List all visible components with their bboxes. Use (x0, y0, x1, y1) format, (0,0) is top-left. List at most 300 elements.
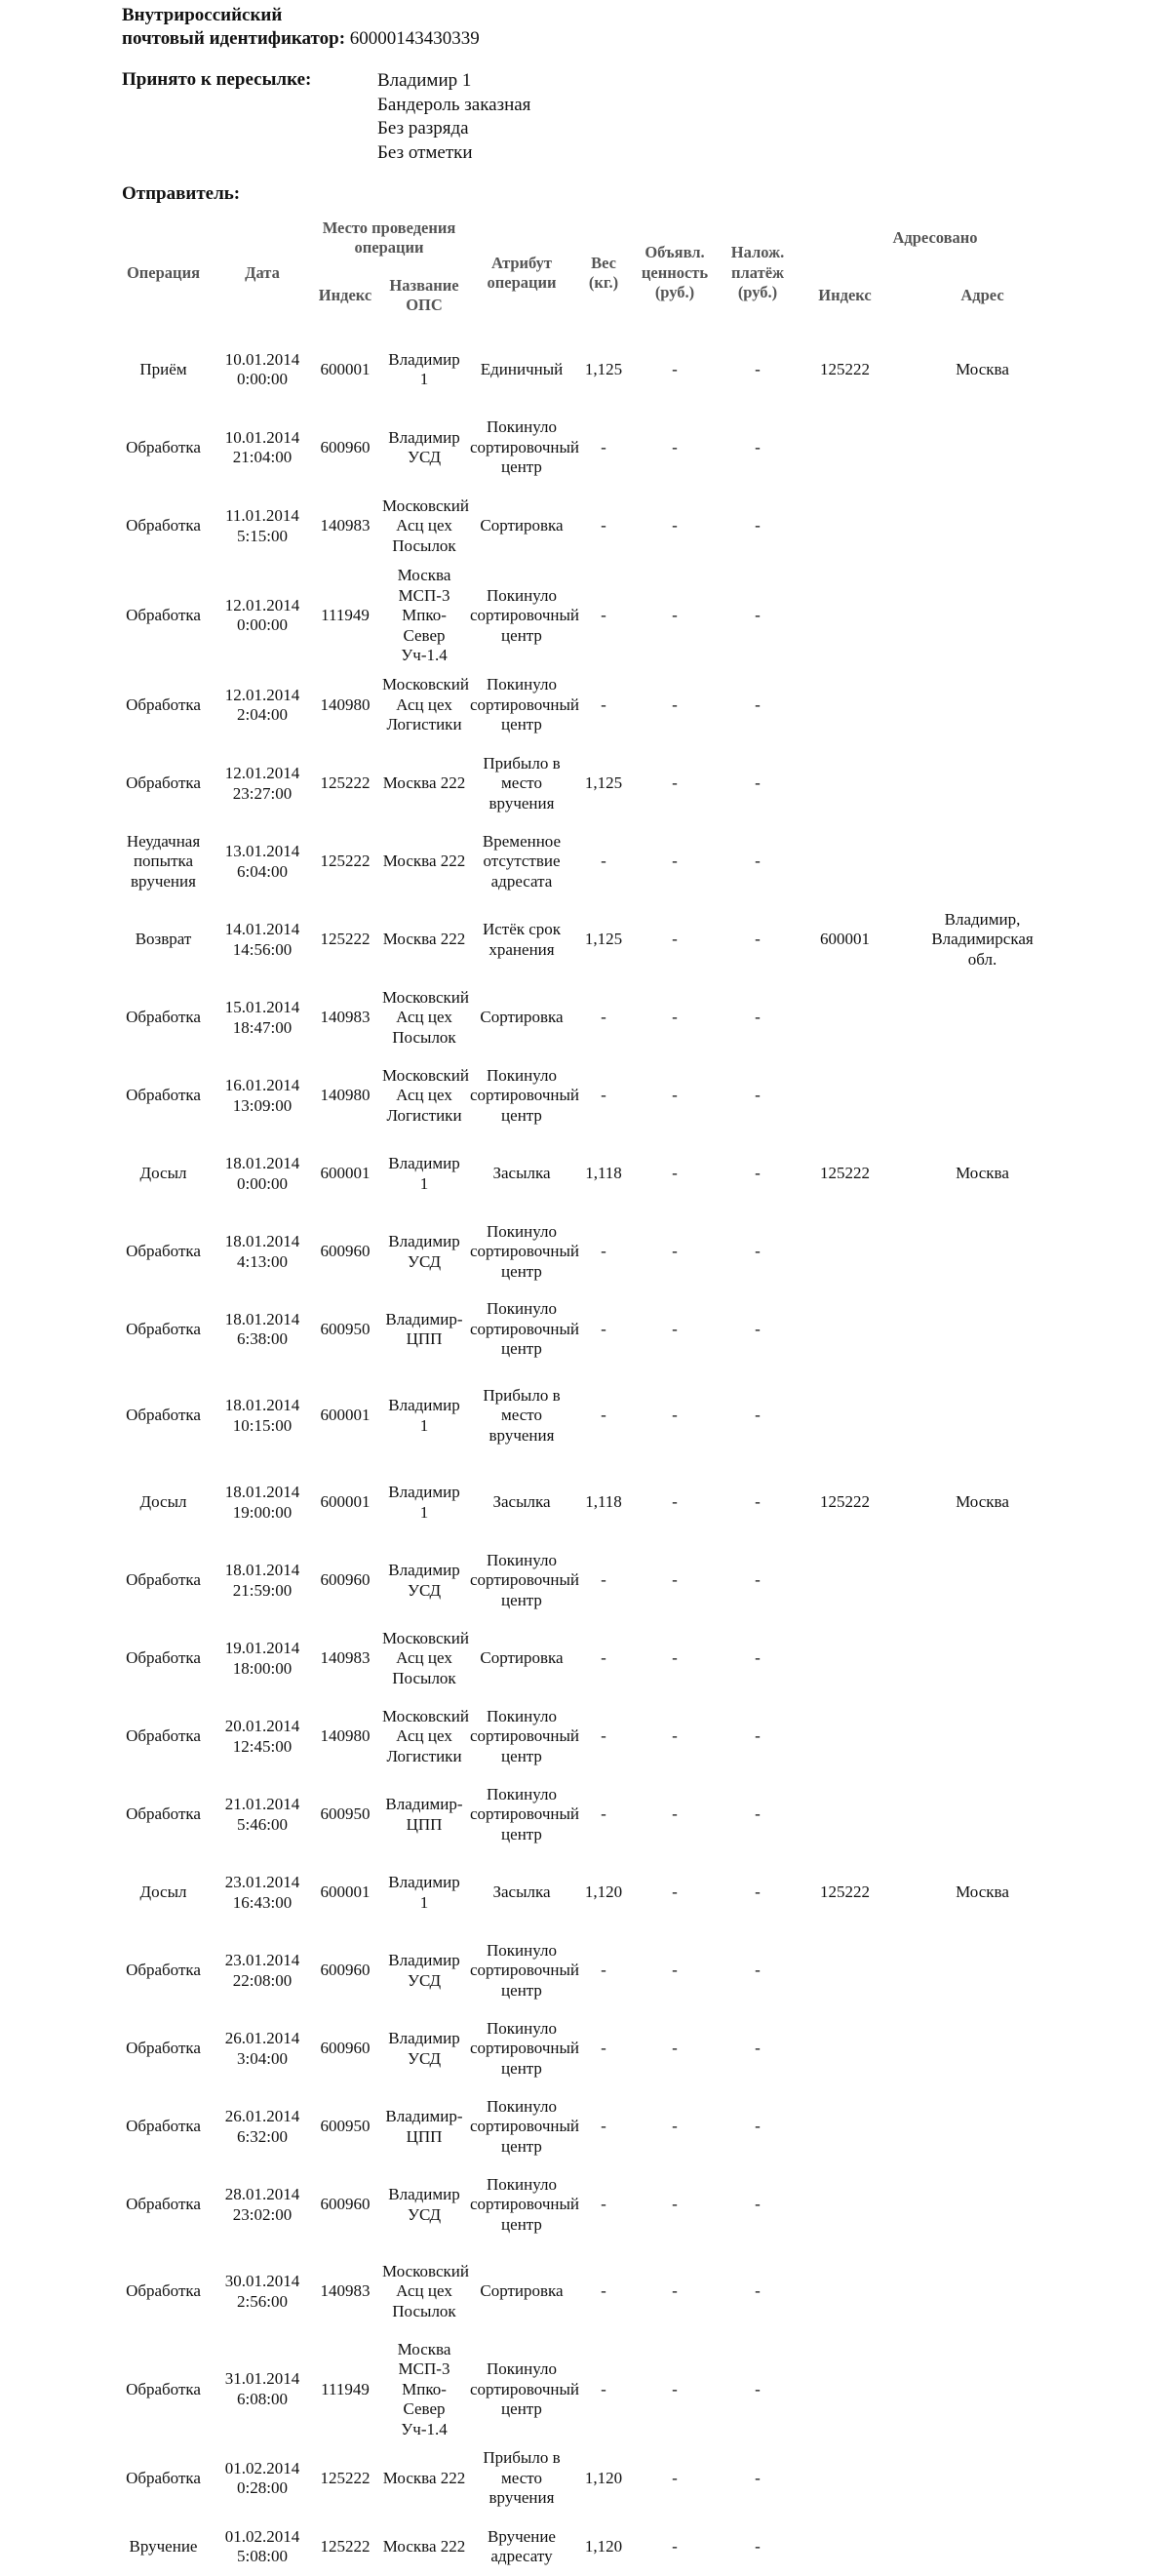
cell-attribute: Прибыло в место вручения (483, 1385, 561, 1445)
cell-addr-address (892, 2340, 1073, 2440)
cell-addr-address (892, 1057, 1073, 1135)
cell-place-index: 140980 (320, 1726, 371, 1746)
cell-operation: Обработка (126, 1406, 201, 1425)
cell-operation: Обработка (126, 2379, 201, 2398)
document-header (122, 4, 480, 51)
cell-operation: Обработка (126, 1726, 201, 1746)
cell-place-index: 600001 (320, 1406, 371, 1425)
tracking-id-label: почтовый идентификатор: (122, 28, 346, 49)
table-row (112, 745, 1073, 823)
cell-date: 26.01.2014 6:32:00 (224, 2107, 300, 2146)
cell-cod: - (755, 1882, 761, 1902)
cell-operation: Приём (139, 359, 187, 378)
cell-addr-index (798, 2517, 892, 2576)
cell-attribute: Покинуло сортировочный центр (470, 2018, 579, 2078)
cell-place-name: Владимир УСД (388, 1561, 460, 1600)
table-row (112, 2244, 1073, 2340)
table-row (112, 2517, 1073, 2576)
cell-place-index: 111949 (321, 2379, 370, 2398)
cell-place-index: 140980 (320, 694, 371, 714)
cell-addr-address (892, 1620, 1073, 1698)
cell-weight: - (601, 1570, 606, 1590)
cell-place-name: Владимир- ЦПП (385, 2107, 463, 2146)
cell-date: 01.02.2014 0:28:00 (224, 2458, 300, 2497)
cell-declared-value: - (672, 1164, 678, 1183)
cell-place-index: 600960 (320, 1961, 371, 1980)
cell-addr-address (892, 1542, 1073, 1620)
cell-addr-index: 125222 (820, 1492, 870, 1512)
table-row (112, 666, 1073, 745)
cell-operation: Обработка (126, 1804, 201, 1824)
cell-place-name: Москва 222 (382, 773, 466, 793)
cell-addr-index (798, 2010, 892, 2088)
cell-weight: 1,120 (584, 2468, 623, 2487)
cell-place-index: 600960 (320, 1242, 371, 1261)
cell-place-name: Москва 222 (382, 930, 466, 949)
cell-place-name: Владимир УСД (388, 2029, 460, 2068)
cell-weight: 1,120 (584, 2536, 623, 2556)
cell-addr-address (892, 2166, 1073, 2244)
cell-date: 12.01.2014 2:04:00 (224, 685, 300, 724)
cell-date: 23.01.2014 16:43:00 (224, 1873, 300, 1912)
cell-weight: - (601, 1086, 606, 1105)
cell-operation: Вручение (129, 2536, 198, 2556)
cell-place-name: Владимир 1 (388, 1154, 460, 1193)
cell-attribute: Покинуло сортировочный центр (470, 1299, 579, 1359)
cell-attribute: Сортировка (480, 1008, 564, 1027)
cell-addr-address (892, 823, 1073, 901)
accepted-line: Владимир 1 (377, 70, 472, 91)
cell-addr-index: 125222 (820, 1164, 870, 1183)
cell-addr-address (892, 745, 1073, 823)
cell-declared-value: - (672, 1086, 678, 1105)
cell-addr-index (798, 1213, 892, 1291)
cell-addr-address: Владимир, Владимирская обл. (931, 909, 1034, 969)
table-row (112, 1135, 1073, 1213)
cell-addr-index: 125222 (820, 1882, 870, 1902)
cell-place-index: 125222 (320, 773, 371, 793)
cell-place-index: 140980 (320, 1086, 371, 1105)
cell-declared-value: - (672, 2281, 678, 2301)
cell-cod: - (755, 2281, 761, 2301)
cell-weight: - (601, 516, 606, 535)
cell-operation: Досыл (139, 1164, 187, 1183)
cell-addr-address (892, 1698, 1073, 1776)
cell-weight: - (601, 1242, 606, 1261)
cell-operation: Обработка (126, 773, 201, 793)
cell-attribute: Покинуло сортировочный центр (470, 1706, 579, 1765)
cell-place-index: 600960 (320, 2039, 371, 2058)
col-declared-value: Объявл. ценность (руб.) (641, 243, 709, 302)
accepted-label: Принято к пересылке: (122, 69, 312, 90)
cell-attribute: Вручение адресату (488, 2526, 556, 2565)
cell-weight: - (601, 606, 606, 624)
cell-addr-address (892, 1776, 1073, 1854)
cell-cod: - (755, 2468, 761, 2487)
cell-date: 12.01.2014 23:27:00 (224, 764, 300, 803)
cell-addr-address: Москва (956, 359, 1009, 378)
cell-weight: - (601, 1319, 606, 1338)
cell-place-name: Московский Асц цех Логистики (382, 675, 469, 734)
col-place: Место проведения операции (322, 218, 456, 257)
cell-addr-address (892, 2517, 1073, 2576)
cell-place-name: Москва МСП-3 Мпко-Север Уч-1.4 (397, 566, 451, 664)
table-row (112, 901, 1073, 979)
cell-place-name: Владимир 1 (388, 1873, 460, 1912)
cell-declared-value: - (672, 359, 678, 378)
cell-operation: Обработка (126, 606, 201, 624)
cell-place-index: 600960 (320, 437, 371, 456)
cell-place-index: 125222 (320, 2536, 371, 2556)
cell-place-index: 600950 (320, 1804, 371, 1824)
cell-place-name: Москва 222 (382, 2468, 466, 2487)
cell-cod: - (755, 437, 761, 456)
cell-place-name: Владимир УСД (388, 2185, 460, 2224)
cell-date: 26.01.2014 3:04:00 (224, 2029, 300, 2068)
table-row (112, 1057, 1073, 1135)
cell-weight: 1,118 (585, 1164, 622, 1183)
cell-place-index: 125222 (320, 930, 371, 949)
cell-operation: Обработка (126, 1319, 201, 1338)
cell-addr-address (892, 979, 1073, 1057)
cell-cod: - (755, 1242, 761, 1261)
table-row (112, 2340, 1073, 2440)
cell-declared-value: - (672, 852, 678, 871)
cell-place-index: 125222 (320, 2468, 371, 2487)
cell-date: 18.01.2014 10:15:00 (224, 1396, 300, 1435)
cell-cod: - (755, 1804, 761, 1824)
cell-declared-value: - (672, 2536, 678, 2556)
cell-place-name: Московский Асц цех Посылок (382, 987, 469, 1047)
cell-weight: 1,118 (585, 1492, 622, 1512)
cell-place-index: 140983 (320, 516, 371, 535)
cell-operation: Обработка (126, 1008, 201, 1027)
cell-operation: Обработка (126, 2117, 201, 2136)
cell-addr-address (892, 2439, 1073, 2517)
cell-addr-address (892, 487, 1073, 566)
cell-attribute: Покинуло сортировочный центр (470, 1065, 579, 1125)
cell-weight: - (601, 2281, 606, 2301)
table-row (112, 979, 1073, 1057)
cell-declared-value: - (672, 1406, 678, 1425)
col-addr-address: Адрес (960, 285, 1004, 304)
cell-addr-index (798, 566, 892, 666)
cell-attribute: Покинуло сортировочный центр (470, 1221, 579, 1281)
cell-place-name: Владимир 1 (388, 349, 460, 388)
cell-cod: - (755, 359, 761, 378)
cell-cod: - (755, 852, 761, 871)
cell-attribute: Единичный (480, 359, 564, 378)
cell-cod: - (755, 2536, 761, 2556)
cell-date: 20.01.2014 12:45:00 (224, 1717, 300, 1756)
cell-addr-index (798, 2166, 892, 2244)
cell-place-name: Владимир УСД (388, 1232, 460, 1271)
cell-declared-value: - (672, 1648, 678, 1668)
col-attribute: Атрибут операции (487, 253, 557, 292)
header-line1: Внутрироссийский (122, 5, 283, 25)
table-row (112, 823, 1073, 901)
cell-operation: Обработка (126, 2468, 201, 2487)
cell-place-index: 600001 (320, 1492, 371, 1512)
col-place-name: Название ОПС (389, 275, 459, 314)
cell-place-name: Владимир- ЦПП (385, 1795, 463, 1834)
cell-declared-value: - (672, 930, 678, 949)
cell-place-name: Москва МСП-3 Мпко-Север Уч-1.4 (397, 2339, 451, 2438)
cell-addr-index (798, 1620, 892, 1698)
cell-attribute: Покинуло сортировочный центр (470, 417, 579, 477)
cell-operation: Обработка (126, 1570, 201, 1590)
cell-date: 18.01.2014 6:38:00 (224, 1309, 300, 1348)
cell-cod: - (755, 1086, 761, 1105)
cell-operation: Обработка (126, 1242, 201, 1261)
cell-attribute: Покинуло сортировочный центр (470, 1784, 579, 1843)
cell-weight: - (601, 2117, 606, 2136)
cell-addr-address (892, 2244, 1073, 2340)
cell-declared-value: - (672, 694, 678, 714)
cell-weight: 1,125 (584, 773, 623, 793)
cell-place-index: 140983 (320, 2281, 371, 2301)
cell-addr-address (892, 409, 1073, 487)
cell-addr-address (892, 566, 1073, 666)
cell-addr-index: 125222 (820, 359, 870, 378)
cell-declared-value: - (672, 606, 678, 624)
cell-place-index: 600960 (320, 1570, 371, 1590)
cell-date: 13.01.2014 6:04:00 (224, 842, 300, 881)
cell-weight: 1,120 (584, 1882, 623, 1902)
cell-place-index: 600950 (320, 1319, 371, 1338)
accepted-line: Бандероль заказная (377, 94, 531, 115)
cell-date: 12.01.2014 0:00:00 (224, 595, 300, 635)
cell-date: 16.01.2014 13:09:00 (224, 1076, 300, 1115)
cell-attribute: Временное отсутствие адресата (482, 831, 562, 891)
cell-weight: - (601, 2039, 606, 2058)
cell-attribute: Покинуло сортировочный центр (470, 675, 579, 734)
col-weight: Вес (кг.) (588, 253, 619, 292)
cell-attribute: Покинуло сортировочный центр (470, 2096, 579, 2156)
cell-weight: - (601, 694, 606, 714)
cell-place-name: Московский Асц цех Посылок (382, 2261, 469, 2320)
cell-operation: Обработка (126, 437, 201, 456)
cell-date: 01.02.2014 5:08:00 (224, 2526, 300, 2565)
cell-cod: - (755, 1319, 761, 1338)
cell-declared-value: - (672, 2117, 678, 2136)
table-row (112, 2166, 1073, 2244)
cell-declared-value: - (672, 1570, 678, 1590)
cell-attribute: Сортировка (480, 1648, 564, 1668)
cell-addr-index (798, 745, 892, 823)
cell-addr-index (798, 409, 892, 487)
cell-date: 18.01.2014 19:00:00 (224, 1483, 300, 1522)
cell-addr-address (892, 2088, 1073, 2166)
cell-operation: Досыл (139, 1492, 187, 1512)
cell-declared-value: - (672, 1726, 678, 1746)
table-row (112, 409, 1073, 487)
cell-attribute: Сортировка (480, 2281, 564, 2301)
cell-addr-index (798, 979, 892, 1057)
cell-place-index: 140983 (320, 1008, 371, 1027)
table-row (112, 1464, 1073, 1542)
cell-operation: Неудачная попытка вручения (126, 831, 201, 891)
operations-body (112, 331, 1073, 2576)
cell-addr-index (798, 1698, 892, 1776)
cell-attribute: Прибыло в место вручения (483, 2448, 561, 2508)
cell-place-index: 125222 (320, 852, 371, 871)
cell-attribute: Покинуло сортировочный центр (470, 1940, 579, 2000)
cell-attribute: Покинуло сортировочный центр (470, 2174, 579, 2234)
cell-cod: - (755, 930, 761, 949)
cell-date: 15.01.2014 18:47:00 (224, 998, 300, 1037)
cell-date: 18.01.2014 21:59:00 (224, 1561, 300, 1600)
table-row (112, 1776, 1073, 1854)
cell-operation: Обработка (126, 1961, 201, 1980)
cell-weight: - (601, 1648, 606, 1668)
table-row (112, 566, 1073, 666)
cell-operation: Обработка (126, 694, 201, 714)
cell-place-name: Московский Асц цех Логистики (382, 1706, 469, 1765)
cell-declared-value: - (672, 2039, 678, 2058)
cell-declared-value: - (672, 1492, 678, 1512)
cell-date: 14.01.2014 14:56:00 (224, 920, 300, 959)
cell-declared-value: - (672, 1804, 678, 1824)
cell-cod: - (755, 1406, 761, 1425)
cell-date: 10.01.2014 0:00:00 (224, 349, 300, 388)
cell-addr-index (798, 2439, 892, 2517)
cell-cod: - (755, 2039, 761, 2058)
col-place-index: Индекс (318, 285, 372, 304)
cell-operation: Обработка (126, 516, 201, 535)
cell-operation: Обработка (126, 1648, 201, 1668)
cell-addr-index (798, 1291, 892, 1368)
table-row (112, 1854, 1073, 1932)
cell-declared-value: - (672, 2379, 678, 2398)
cell-cod: - (755, 516, 761, 535)
table-row (112, 1698, 1073, 1776)
cell-attribute: Засылка (492, 1164, 551, 1183)
cell-addr-index (798, 666, 892, 745)
cell-operation: Обработка (126, 2195, 201, 2214)
cell-declared-value: - (672, 2468, 678, 2487)
cell-place-name: Владимир УСД (388, 427, 460, 466)
cell-weight: - (601, 2195, 606, 2214)
cell-weight: - (601, 1726, 606, 1746)
cell-addr-address: Москва (956, 1164, 1009, 1183)
table-row (112, 1213, 1073, 1291)
cell-addr-address (892, 1368, 1073, 1464)
cell-operation: Досыл (139, 1882, 187, 1902)
table-row (112, 2439, 1073, 2517)
cell-cod: - (755, 2195, 761, 2214)
cell-attribute: Засылка (492, 1882, 551, 1902)
cell-cod: - (755, 1961, 761, 1980)
cell-place-name: Москва 222 (382, 2536, 466, 2556)
cell-declared-value: - (672, 1008, 678, 1027)
cell-place-name: Московский Асц цех Посылок (382, 495, 469, 555)
cell-declared-value: - (672, 1961, 678, 1980)
cell-cod: - (755, 1492, 761, 1512)
cell-place-index: 140983 (320, 1648, 371, 1668)
cell-cod: - (755, 2117, 761, 2136)
cell-cod: - (755, 606, 761, 624)
table-row (112, 1542, 1073, 1620)
cell-addr-address (892, 1932, 1073, 2010)
cell-addr-address (892, 666, 1073, 745)
table-row (112, 487, 1073, 566)
cell-weight: 1,125 (584, 930, 623, 949)
cell-place-name: Владимир 1 (388, 1483, 460, 1522)
cell-date: 23.01.2014 22:08:00 (224, 1951, 300, 1990)
cell-addr-index (798, 2088, 892, 2166)
accepted-details (377, 69, 530, 165)
cell-weight: - (601, 1008, 606, 1027)
table-row (112, 331, 1073, 409)
cell-addr-address (892, 1291, 1073, 1368)
accepted-line: Без отметки (377, 141, 473, 163)
cell-addr-address (892, 1213, 1073, 1291)
cell-date: 19.01.2014 18:00:00 (224, 1639, 300, 1678)
table-row (112, 2010, 1073, 2088)
cell-cod: - (755, 1008, 761, 1027)
table-row (112, 1368, 1073, 1464)
cell-cod: - (755, 1570, 761, 1590)
cell-declared-value: - (672, 1882, 678, 1902)
cell-place-name: Владимир УСД (388, 1951, 460, 1990)
cell-declared-value: - (672, 516, 678, 535)
cell-place-index: 111949 (321, 606, 370, 624)
cell-cod: - (755, 2379, 761, 2398)
cell-weight: - (601, 2379, 606, 2398)
table-row (112, 1932, 1073, 2010)
cell-date: 18.01.2014 4:13:00 (224, 1232, 300, 1271)
cell-addr-index (798, 1368, 892, 1464)
cell-addr-address (892, 2010, 1073, 2088)
operations-table (112, 216, 1073, 2576)
cell-place-name: Московский Асц цех Посылок (382, 1628, 469, 1687)
cell-weight: - (601, 1961, 606, 1980)
cell-place-index: 600960 (320, 2195, 371, 2214)
cell-cod: - (755, 1648, 761, 1668)
cell-declared-value: - (672, 2195, 678, 2214)
cell-addr-address: Москва (956, 1492, 1009, 1512)
cell-attribute: Покинуло сортировочный центр (470, 585, 579, 645)
table-row (112, 1620, 1073, 1698)
cell-attribute: Засылка (492, 1492, 551, 1512)
cell-place-index: 600950 (320, 2117, 371, 2136)
cell-attribute: Покинуло сортировочный центр (470, 2359, 579, 2418)
cell-weight: - (601, 852, 606, 871)
cell-addr-index (798, 2340, 892, 2440)
cell-addr-index (798, 1932, 892, 2010)
cell-date: 21.01.2014 5:46:00 (224, 1795, 300, 1834)
cell-attribute: Покинуло сортировочный центр (470, 1550, 579, 1609)
cell-addr-address: Москва (956, 1882, 1009, 1902)
col-operation: Операция (126, 262, 201, 282)
col-addr-index: Индекс (818, 285, 872, 304)
cell-place-index: 600001 (320, 1882, 371, 1902)
table-row (112, 2088, 1073, 2166)
accepted-line: Без разряда (377, 118, 469, 139)
cell-addr-index (798, 1542, 892, 1620)
col-cod: Налож. платёж (руб.) (730, 243, 785, 302)
cell-place-name: Москва 222 (382, 852, 466, 871)
cell-declared-value: - (672, 773, 678, 793)
cell-addr-index (798, 1057, 892, 1135)
cell-addr-index (798, 1776, 892, 1854)
tracking-id-value: 60000143430339 (349, 28, 480, 49)
cell-weight: 1,125 (584, 359, 623, 378)
cell-place-name: Владимир- ЦПП (385, 1309, 463, 1348)
cell-operation: Обработка (126, 1086, 201, 1105)
cell-cod: - (755, 1726, 761, 1746)
